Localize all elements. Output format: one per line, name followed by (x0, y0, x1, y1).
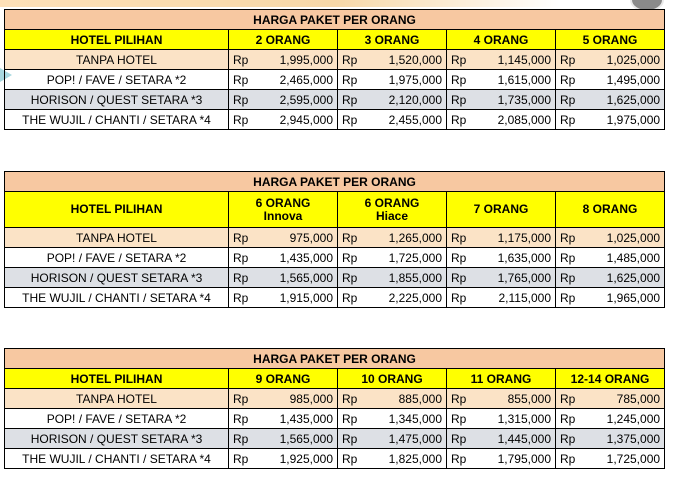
currency-label: Rp (233, 72, 249, 87)
hotel-name-cell: POP! / FAVE / SETARA *2 (5, 409, 229, 429)
table-title: HARGA PAKET PER ORANG (5, 10, 665, 30)
price-cell (338, 228, 447, 248)
price-value: 1,345,000 (388, 411, 442, 426)
price-value: 1,375,000 (606, 431, 661, 446)
price-cell (447, 248, 556, 268)
price-cell (447, 449, 556, 469)
currency-label: Rp (451, 230, 467, 245)
price-cell (229, 389, 338, 409)
currency-label: Rp (233, 290, 249, 305)
price-cell (229, 228, 338, 248)
hotel-name-cell: POP! / FAVE / SETARA *2 (5, 70, 229, 90)
currency-label: Rp (560, 72, 576, 87)
price-value: 785,000 (616, 391, 661, 406)
currency-label: Rp (560, 52, 576, 67)
currency-label: Rp (342, 72, 358, 87)
currency-label: Rp (342, 52, 358, 67)
pax-column-header: 8 ORANG (556, 192, 665, 228)
price-value: 1,975,000 (606, 112, 661, 127)
price-cell (338, 429, 447, 449)
pax-column-header: 10 ORANG (338, 369, 447, 389)
price-value: 2,115,000 (498, 290, 551, 305)
price-value: 1,625,000 (606, 270, 661, 285)
price-value: 2,465,000 (279, 72, 333, 87)
table-row (5, 90, 665, 110)
price-cell (338, 110, 447, 130)
currency-label: Rp (342, 391, 358, 406)
price-cell (556, 70, 665, 90)
currency-label: Rp (233, 411, 249, 426)
price-value: 1,975,000 (388, 72, 442, 87)
table-row (5, 268, 665, 288)
hotel-name-cell: HORISON / QUEST SETARA *3 (5, 268, 229, 288)
pax-column-header: 4 ORANG (447, 30, 556, 50)
table-row (5, 50, 665, 70)
table-header-row (5, 30, 665, 50)
table-header-row (5, 369, 665, 389)
pax-column-header: 3 ORANG (338, 30, 447, 50)
currency-label: Rp (233, 230, 249, 245)
pax-column-header (338, 192, 447, 228)
price-value: 1,615,000 (497, 72, 551, 87)
table-title-row (5, 349, 665, 369)
price-cell (447, 50, 556, 70)
vehicle-label: Innova (263, 208, 303, 223)
currency-label: Rp (560, 230, 576, 245)
currency-label: Rp (451, 290, 467, 305)
table-row (5, 429, 665, 449)
price-value: 1,145,000 (497, 52, 551, 67)
currency-label: Rp (451, 92, 467, 107)
price-value: 2,595,000 (279, 92, 333, 107)
currency-label: Rp (560, 451, 576, 466)
price-value: 1,435,000 (279, 411, 333, 426)
price-value: 855,000 (507, 391, 551, 406)
currency-label: Rp (560, 92, 576, 107)
price-cell (229, 50, 338, 70)
currency-label: Rp (233, 391, 249, 406)
price-value: 1,025,000 (606, 52, 661, 67)
price-cell (447, 110, 556, 130)
currency-label: Rp (451, 72, 467, 87)
currency-label: Rp (342, 290, 358, 305)
table-header-row (5, 192, 665, 228)
currency-label: Rp (560, 250, 576, 265)
hotel-name-cell: THE WUJIL / CHANTI / SETARA *4 (5, 449, 229, 469)
price-value: 1,635,000 (497, 250, 551, 265)
currency-label: Rp (560, 290, 576, 305)
currency-label: Rp (451, 411, 467, 426)
price-value: 1,495,000 (606, 72, 661, 87)
currency-label: Rp (451, 391, 467, 406)
price-cell (447, 288, 556, 308)
currency-label: Rp (233, 112, 249, 127)
hotel-name-cell: HORISON / QUEST SETARA *3 (5, 429, 229, 449)
price-value: 2,085,000 (497, 112, 551, 127)
table-title-row (5, 10, 665, 30)
price-value: 2,225,000 (388, 290, 442, 305)
price-value: 885,000 (398, 391, 442, 406)
pax-column-header: 12-14 ORANG (556, 369, 665, 389)
price-cell (447, 409, 556, 429)
price-value: 1,825,000 (388, 451, 442, 466)
price-cell (556, 268, 665, 288)
price-cell (556, 110, 665, 130)
price-cell (556, 449, 665, 469)
price-cell (447, 389, 556, 409)
pax-column-header: 7 ORANG (447, 192, 556, 228)
price-cell (338, 248, 447, 268)
currency-label: Rp (451, 250, 467, 265)
price-value: 1,725,000 (606, 451, 661, 466)
price-value: 1,520,000 (388, 52, 442, 67)
price-cell (556, 409, 665, 429)
table-row (5, 449, 665, 469)
currency-label: Rp (560, 270, 576, 285)
currency-label: Rp (342, 230, 358, 245)
currency-label: Rp (342, 411, 358, 426)
price-value: 2,455,000 (388, 112, 442, 127)
pax-label: 6 ORANG (255, 195, 311, 210)
price-value: 1,485,000 (606, 250, 661, 265)
currency-label: Rp (342, 451, 358, 466)
currency-label: Rp (342, 431, 358, 446)
price-cell (338, 268, 447, 288)
price-value: 975,000 (289, 230, 333, 245)
price-value: 1,735,000 (497, 92, 551, 107)
hotel-column-header: HOTEL PILIHAN (5, 369, 229, 389)
currency-label: Rp (342, 250, 358, 265)
price-cell (338, 409, 447, 429)
price-value: 1,925,000 (279, 451, 333, 466)
price-cell (229, 248, 338, 268)
currency-label: Rp (342, 112, 358, 127)
price-cell (447, 70, 556, 90)
price-cell (229, 90, 338, 110)
price-cell (229, 409, 338, 429)
price-cell (229, 268, 338, 288)
price-value: 1,445,000 (497, 431, 551, 446)
table-row (5, 409, 665, 429)
currency-label: Rp (233, 250, 249, 265)
price-cell (229, 449, 338, 469)
hotel-column-header: HOTEL PILIHAN (5, 30, 229, 50)
currency-label: Rp (233, 451, 249, 466)
currency-label: Rp (451, 451, 467, 466)
price-cell (556, 90, 665, 110)
currency-label: Rp (560, 391, 576, 406)
hotel-name-cell: TANPA HOTEL (5, 389, 229, 409)
currency-label: Rp (451, 431, 467, 446)
table-row (5, 110, 665, 130)
price-cell (338, 288, 447, 308)
price-table-3 (4, 348, 665, 469)
price-value: 1,855,000 (388, 270, 442, 285)
price-value: 1,025,000 (606, 230, 661, 245)
price-table-1 (4, 9, 665, 130)
currency-label: Rp (560, 112, 576, 127)
table-row (5, 389, 665, 409)
price-cell (447, 429, 556, 449)
price-value: 1,435,000 (279, 250, 333, 265)
price-cell (556, 228, 665, 248)
price-cell (229, 429, 338, 449)
table-row (5, 288, 665, 308)
pax-column-header: 11 ORANG (447, 369, 556, 389)
table-row (5, 70, 665, 90)
price-value: 1,565,000 (279, 431, 333, 446)
price-cell (338, 389, 447, 409)
currency-label: Rp (451, 270, 467, 285)
price-value: 1,315,000 (497, 411, 551, 426)
vehicle-label: Hiace (375, 208, 409, 223)
table-row (5, 248, 665, 268)
price-value: 1,795,000 (497, 451, 551, 466)
pax-label: 6 ORANG (364, 195, 420, 210)
price-cell (338, 449, 447, 469)
pax-column-header: 2 ORANG (229, 30, 338, 50)
table-title-row (5, 172, 665, 192)
hotel-column-header: HOTEL PILIHAN (5, 192, 229, 228)
price-table-2 (4, 171, 665, 308)
hotel-name-cell: THE WUJIL / CHANTI / SETARA *4 (5, 288, 229, 308)
currency-label: Rp (560, 411, 576, 426)
price-value: 1,915,000 (279, 290, 333, 305)
hotel-name-cell: POP! / FAVE / SETARA *2 (5, 248, 229, 268)
table-title: HARGA PAKET PER ORANG (5, 349, 665, 369)
price-value: 1,475,000 (388, 431, 442, 446)
currency-label: Rp (451, 52, 467, 67)
hotel-name-cell: HORISON / QUEST SETARA *3 (5, 90, 229, 110)
pax-column-header (229, 192, 338, 228)
price-value: 1,245,000 (606, 411, 661, 426)
price-cell (556, 50, 665, 70)
currency-label: Rp (233, 52, 249, 67)
price-cell (229, 110, 338, 130)
price-cell (229, 288, 338, 308)
hotel-name-cell: TANPA HOTEL (5, 50, 229, 70)
top-decoration-strip (0, 0, 560, 7)
price-value: 1,725,000 (388, 250, 442, 265)
price-value: 1,265,000 (388, 230, 442, 245)
currency-label: Rp (233, 270, 249, 285)
price-value: 985,000 (289, 391, 333, 406)
price-value: 1,565,000 (279, 270, 333, 285)
table-title: HARGA PAKET PER ORANG (5, 172, 665, 192)
price-value: 1,765,000 (497, 270, 551, 285)
price-cell (338, 90, 447, 110)
currency-label: Rp (342, 270, 358, 285)
pax-column-header: 5 ORANG (556, 30, 665, 50)
price-value: 1,175,000 (497, 230, 551, 245)
price-cell (556, 429, 665, 449)
hotel-name-cell: TANPA HOTEL (5, 228, 229, 248)
currency-label: Rp (560, 431, 576, 446)
price-value: 1,625,000 (606, 92, 661, 107)
price-value: 1,995,000 (279, 52, 333, 67)
currency-label: Rp (233, 431, 249, 446)
price-cell (338, 50, 447, 70)
price-cell (338, 70, 447, 90)
price-cell (447, 90, 556, 110)
price-cell (556, 288, 665, 308)
price-value: 2,945,000 (279, 112, 333, 127)
price-cell (229, 70, 338, 90)
price-cell (556, 389, 665, 409)
pax-column-header: 9 ORANG (229, 369, 338, 389)
price-cell (447, 228, 556, 248)
currency-label: Rp (233, 92, 249, 107)
price-value: 2,120,000 (388, 92, 442, 107)
table-row (5, 228, 665, 248)
price-cell (447, 268, 556, 288)
price-value: 1,965,000 (606, 290, 661, 305)
currency-label: Rp (451, 112, 467, 127)
hotel-name-cell: THE WUJIL / CHANTI / SETARA *4 (5, 110, 229, 130)
currency-label: Rp (342, 92, 358, 107)
price-cell (556, 248, 665, 268)
